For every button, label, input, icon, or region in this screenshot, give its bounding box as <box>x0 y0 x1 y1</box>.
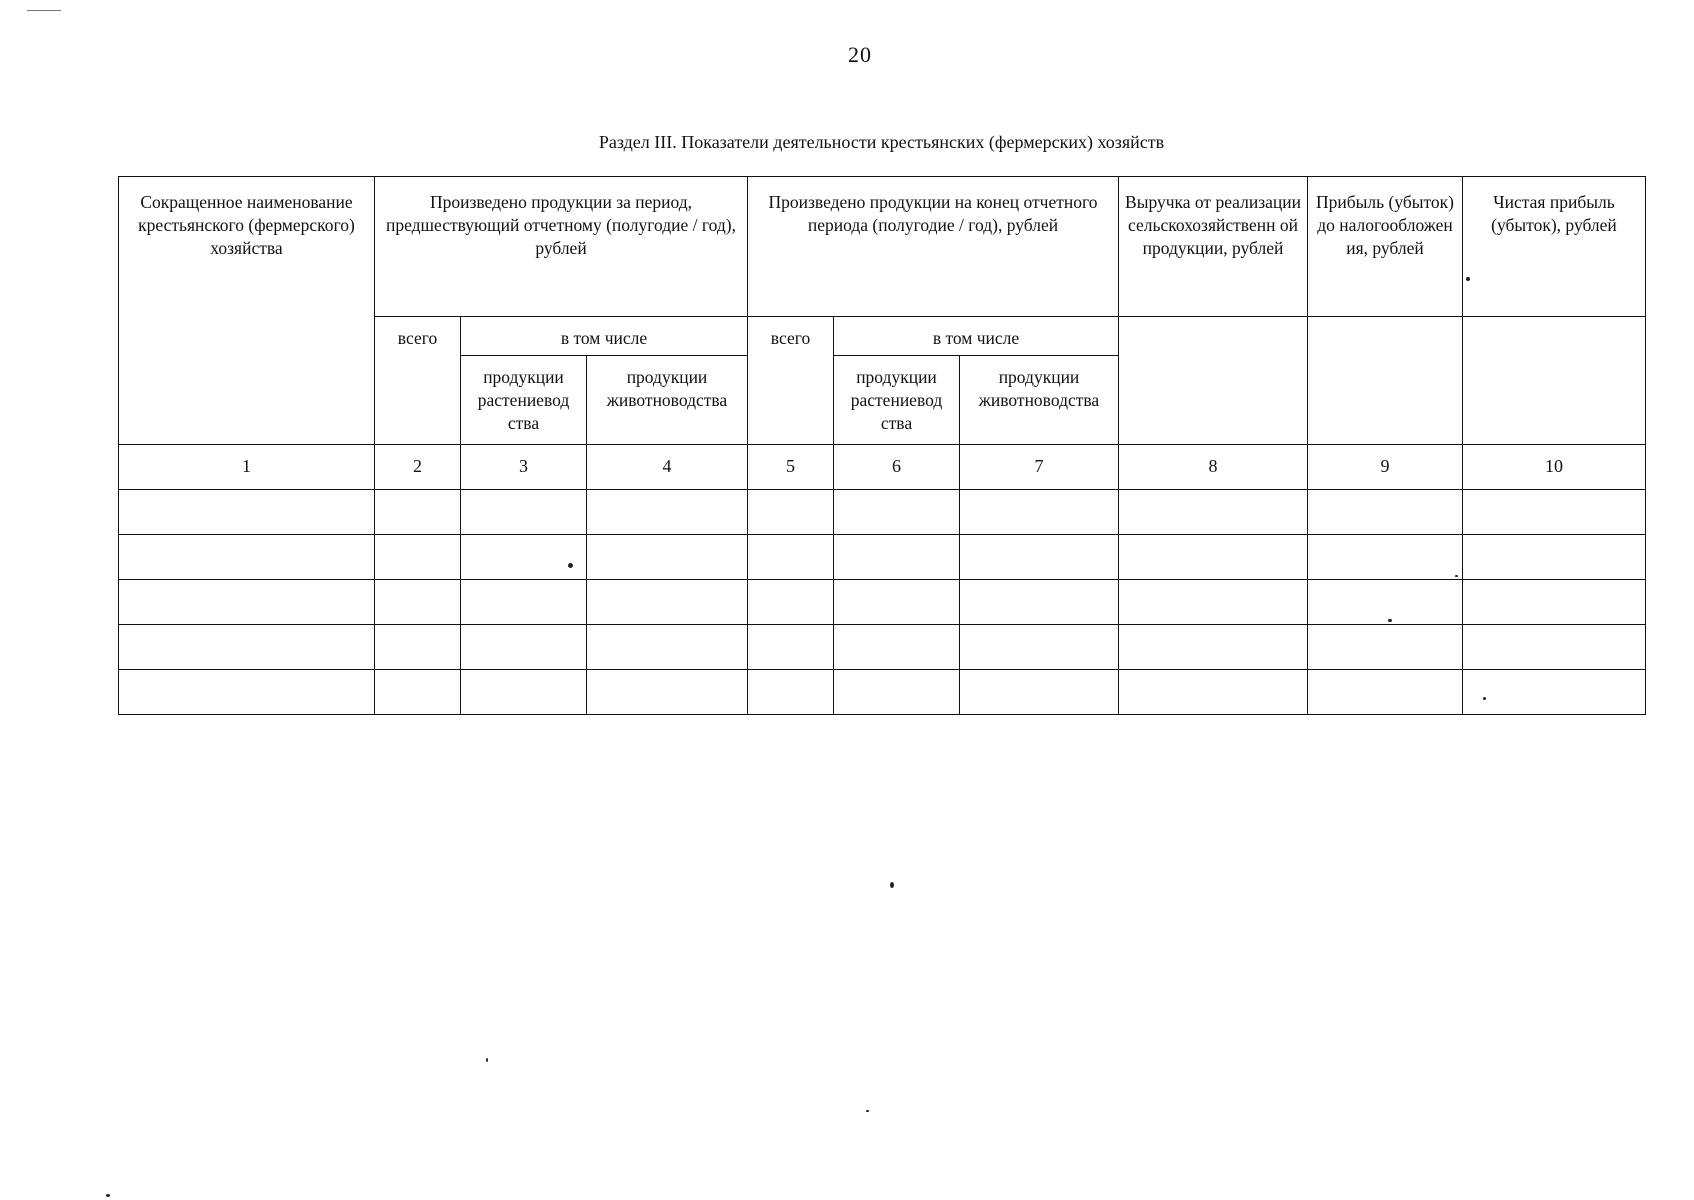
table-cell[interactable] <box>119 490 375 535</box>
header-livestock-end: продукции животноводства <box>960 356 1119 445</box>
table-cell[interactable] <box>1119 670 1308 715</box>
table-cell[interactable] <box>375 625 461 670</box>
table-cell[interactable] <box>1308 535 1463 580</box>
table-cell[interactable] <box>834 670 960 715</box>
table-cell[interactable] <box>834 580 960 625</box>
table-cell[interactable] <box>960 490 1119 535</box>
table-cell[interactable] <box>960 670 1119 715</box>
header-blank-net <box>1463 317 1646 445</box>
header-produced-previous-period: Произведено продукции за период, предшествующий отчетному (полугодие / год), рублей <box>375 177 748 317</box>
table-cell[interactable] <box>461 580 587 625</box>
table-cell[interactable] <box>461 625 587 670</box>
column-number: 10 <box>1463 445 1646 490</box>
table-cell[interactable] <box>461 535 587 580</box>
column-numbers-row <box>119 445 1646 490</box>
table-cell[interactable] <box>748 580 834 625</box>
table-cell[interactable] <box>748 490 834 535</box>
table-cell[interactable] <box>1119 535 1308 580</box>
table-cell[interactable] <box>119 535 375 580</box>
scan-speck <box>1455 575 1458 577</box>
table-cell[interactable] <box>748 535 834 580</box>
table-row <box>119 625 1646 670</box>
table-cell[interactable] <box>960 535 1119 580</box>
table-row <box>119 670 1646 715</box>
table-cell[interactable] <box>461 670 587 715</box>
column-number: 6 <box>834 445 960 490</box>
table-cell[interactable] <box>587 580 748 625</box>
table-cell[interactable] <box>1119 580 1308 625</box>
column-number: 7 <box>960 445 1119 490</box>
scan-speck <box>486 1058 488 1062</box>
header-farm-name: Сокращенное наименование крестьянского (фермерского) хозяйства <box>119 177 375 445</box>
table-cell[interactable] <box>1308 490 1463 535</box>
scan-speck <box>1466 277 1470 281</box>
table-cell[interactable] <box>834 490 960 535</box>
table-cell[interactable] <box>748 625 834 670</box>
table-cell[interactable] <box>587 625 748 670</box>
header-blank-profit <box>1308 317 1463 445</box>
table-cell[interactable] <box>1308 625 1463 670</box>
indicators-table <box>118 176 1646 715</box>
table-cell[interactable] <box>1119 625 1308 670</box>
table-cell[interactable] <box>1308 670 1463 715</box>
table-cell[interactable] <box>1463 580 1646 625</box>
header-revenue: Выручка от реализации сельскохозяйственн ой продукции, рублей <box>1119 177 1308 317</box>
scan-speck <box>106 1194 110 1197</box>
table-cell[interactable] <box>375 670 461 715</box>
scan-artifact-line <box>27 10 61 11</box>
column-number: 5 <box>748 445 834 490</box>
table-cell[interactable] <box>587 535 748 580</box>
table-cell[interactable] <box>960 580 1119 625</box>
column-number: 9 <box>1308 445 1463 490</box>
header-crop-end: продукции растениевод ства <box>834 356 960 445</box>
table-row <box>119 580 1646 625</box>
header-including-previous: в том числе <box>461 317 748 356</box>
header-net-profit: Чистая прибыль (убыток), рублей <box>1463 177 1646 317</box>
data-rows <box>119 490 1646 715</box>
table-cell[interactable] <box>587 490 748 535</box>
header-profit-before-tax: Прибыль (убыток) до налогообложен ия, рублей <box>1308 177 1463 317</box>
scan-speck <box>866 1110 869 1112</box>
column-number: 1 <box>119 445 375 490</box>
header-crop-previous: продукции растениевод ства <box>461 356 587 445</box>
page-number: 20 <box>848 42 872 67</box>
table-cell[interactable] <box>461 490 587 535</box>
header-including-end: в том числе <box>834 317 1119 356</box>
header-livestock-previous: продукции животноводства <box>587 356 748 445</box>
table-cell[interactable] <box>1119 490 1308 535</box>
table-cell[interactable] <box>834 625 960 670</box>
table-cell[interactable] <box>1308 580 1463 625</box>
table-cell[interactable] <box>375 535 461 580</box>
table-cell[interactable] <box>375 580 461 625</box>
table-cell[interactable] <box>1463 625 1646 670</box>
table-cell[interactable] <box>119 670 375 715</box>
header-total-previous: всего <box>375 317 461 445</box>
header-row-main <box>119 177 1646 317</box>
scan-speck <box>1388 619 1392 622</box>
header-total-end: всего <box>748 317 834 445</box>
table-cell[interactable] <box>834 535 960 580</box>
column-number: 2 <box>375 445 461 490</box>
header-blank-revenue <box>1119 317 1308 445</box>
table-cell[interactable] <box>960 625 1119 670</box>
header-produced-end-of-period: Произведено продукции на конец отчетного периода (полугодие / год), рублей <box>748 177 1119 317</box>
table-cell[interactable] <box>119 625 375 670</box>
table-cell[interactable] <box>375 490 461 535</box>
column-number: 3 <box>461 445 587 490</box>
table-cell[interactable] <box>1463 490 1646 535</box>
table-cell[interactable] <box>1463 670 1646 715</box>
scan-speck <box>1483 697 1486 700</box>
table-cell[interactable] <box>587 670 748 715</box>
column-number: 4 <box>587 445 748 490</box>
table-row <box>119 490 1646 535</box>
scan-speck <box>568 563 573 568</box>
table-row <box>119 535 1646 580</box>
table-cell[interactable] <box>748 670 834 715</box>
scan-speck <box>890 882 894 888</box>
column-number: 8 <box>1119 445 1308 490</box>
table-cell[interactable] <box>1463 535 1646 580</box>
section-title: Раздел III. Показатели деятельности крестьянских (фермерских) хозяйств <box>598 132 1165 152</box>
table-cell[interactable] <box>119 580 375 625</box>
